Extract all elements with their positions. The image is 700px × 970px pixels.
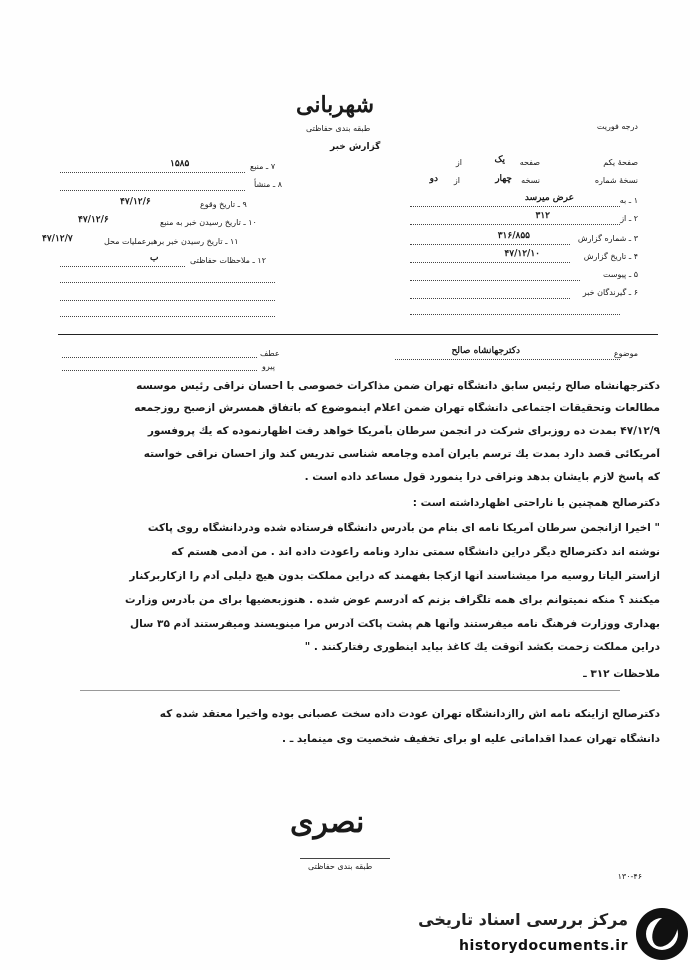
body-line: ۴۷/۱۲/۹ بمدت ده روزبرای شرکت در انجمن سرطان بآمریکا خواهد رفت اظهارنموده که یك پروفسور xyxy=(147,425,660,437)
quote-line: نوشته اند دکترصالح دیگر دراین دانشگاه سمتی ندارد ونامه راعودت داده اند . من آدمی هستم که xyxy=(171,546,660,558)
copy-from: از xyxy=(453,176,460,185)
body-intro-line: دکترصالح همچنین با ناراحتی اظهارداشته است : xyxy=(412,497,660,509)
remarks-divider xyxy=(80,690,620,691)
copy-number-label: نسخهٔ شماره xyxy=(594,176,638,185)
body-line: دکترجهانشاه صالح رئیس سابق دانشگاه تهران ضمن مذاکرات خصوصی با احسان نراقی رئیس موسسه xyxy=(136,380,660,392)
ops-date-value: ۴۷/۱۲/۷ xyxy=(42,234,73,244)
origin-label: ۸ ـ منشأ xyxy=(254,180,282,189)
report-date-value: ۴۷/۱۲/۱۰ xyxy=(504,249,540,259)
quote-line: بهداری ووزارت فرهنگ نامه میفرستند وآنها هم پشت پاکت آدرس مرا مینویسند ومیفرستند آدم ۳۵ سال xyxy=(129,618,660,630)
archive-url: historydocuments.ir xyxy=(459,938,628,954)
body-line: که پاسخ لازم بایشان بدهد ونراقی درا ینمورد قول مساعد داده است . xyxy=(304,471,660,483)
remarks-label: ملاحظات ۳۱۲ ـ xyxy=(583,668,660,680)
origin-dotline xyxy=(60,190,245,191)
report-number-label: ۳ ـ شماره گزارش xyxy=(577,234,638,243)
page-code: ۱۳۰-۴۶ xyxy=(617,872,642,881)
page-from: از xyxy=(455,158,462,167)
signature: نصری xyxy=(290,805,365,840)
notes-dotline xyxy=(60,266,185,267)
report-number-value: ۳۱۶/۸۵۵ xyxy=(497,231,530,241)
event-date-value: ۴۷/۱۲/۶ xyxy=(120,197,151,207)
archive-logo-icon xyxy=(636,908,688,960)
reference-dotline xyxy=(62,357,257,358)
report-number-dotline xyxy=(410,244,570,245)
ops-date-label: ۱۱ ـ تاریخ رسیدن خبر برهبرعملیات محل xyxy=(104,237,239,246)
to-label: ۱ ـ به xyxy=(619,196,638,205)
page-total: یک xyxy=(494,155,505,165)
notes-dotline-2 xyxy=(60,282,275,283)
event-date-label: ۹ ـ تاریخ وقوع xyxy=(200,200,247,209)
attachment-label: ۵ ـ پیوست xyxy=(602,270,638,279)
remarks-line: دانشگاه تهران عمداً اقداماتی علیه او برای تخفیف شخصیت وی مینماید ـ . xyxy=(282,733,660,745)
received-date-value: ۴۷/۱۲/۶ xyxy=(78,215,109,225)
classification-label-top: طبقه بندی حفاظتی xyxy=(306,124,371,133)
source-value: ۱۵۸۵ xyxy=(170,159,190,169)
header-divider xyxy=(58,334,658,335)
body-line: مطالعات وتحقیقات اجتماعی دانشگاه تهران ضمن اعلام اینموضوع که باتفاق همسرش ازصبح روزجمعه xyxy=(134,402,660,414)
to-value: عرض میرسد xyxy=(524,193,574,203)
follow-up-dotline xyxy=(62,370,257,371)
copy-number: دو xyxy=(429,174,438,184)
from-label: ۲ ـ از xyxy=(620,214,638,223)
source-label: ۷ ـ منبع xyxy=(250,162,276,171)
follow-up-label: پیرو xyxy=(262,362,275,371)
reference-label: عطف xyxy=(260,349,280,358)
report-date-label: ۴ ـ تاریخ گزارش xyxy=(583,252,638,261)
quote-line: دراین مملکت زحمت بکشد آنوقت یك کاغذ بیاید اینطوری رفتارکنند . " xyxy=(304,641,660,653)
received-date-label: ۱۰ ـ تاریخ رسیدن خبر به منبع xyxy=(160,218,257,227)
copy-total: چهار xyxy=(495,174,512,184)
notes-label: ۱۲ ـ ملاحظات حفاظتی xyxy=(190,256,266,265)
notes-dotline-4 xyxy=(60,316,275,317)
form-title: گزارش خبر xyxy=(330,142,381,152)
quote-line: ازاستر الیاتا روسیه مرا میشناسند آنها ازکجا بفهمند که دراین مملکت بدون هیچ دلیلی آدم را ازکاربرکنار xyxy=(129,570,660,582)
archive-title: مرکز بررسی اسناد تاریخی xyxy=(418,910,628,929)
notes-dotline-3 xyxy=(60,300,275,301)
subject-value: دکترجهانشاه صالح xyxy=(451,346,520,356)
recipients-dotline-2 xyxy=(410,314,620,315)
agency-logo: شهربانی xyxy=(296,92,374,118)
attachment-dotline xyxy=(410,280,580,281)
page-number-label: صفحهٔ یکم xyxy=(603,158,638,167)
subject-dotline xyxy=(395,359,620,360)
copy-suffix: نسخه xyxy=(521,176,540,185)
quote-line: میکنند ؟ منکه نمیتوانم برای همه تلگراف بزنم که آدرسم عوض شده . هنوزبعضیها برای من بآدرس وزارت xyxy=(125,594,660,606)
page-suffix: صفحه xyxy=(519,158,540,167)
subject-label: موضوع xyxy=(613,349,638,358)
notes-value: ب xyxy=(150,253,159,263)
recipients-dotline xyxy=(410,298,570,299)
from-dotline xyxy=(410,224,620,225)
from-value: ۳۱۲ xyxy=(535,211,550,221)
quote-line: " اخیرا ازانجمن سرطان آمریکا نامه ای بنام من بآدرس دانشگاه فرستاده شده ودردانشگاه روی پاکت xyxy=(147,522,660,534)
source-dotline xyxy=(60,172,245,173)
priority-label: درجه فوریت xyxy=(596,122,638,131)
classification-label-bottom: طبقه بندی حفاظتی xyxy=(308,862,373,871)
remarks-line: دکترصالح ازاینکه نامه اش راازدانشگاه تهران عودت داده سخت عصبانی بوده واخیراً معتقد شده که xyxy=(159,708,660,720)
body-line: آمریکائی قصد دارد بمدت یك ترسم بایران آمده وجامعه شناسی تدریس کند واز احسان نراقی خواسته xyxy=(143,448,660,460)
report-date-dotline xyxy=(410,262,570,263)
recipients-label: ۶ ـ گیرندگان خبر xyxy=(582,288,638,297)
signature-line xyxy=(300,858,390,859)
to-dotline xyxy=(410,206,620,207)
